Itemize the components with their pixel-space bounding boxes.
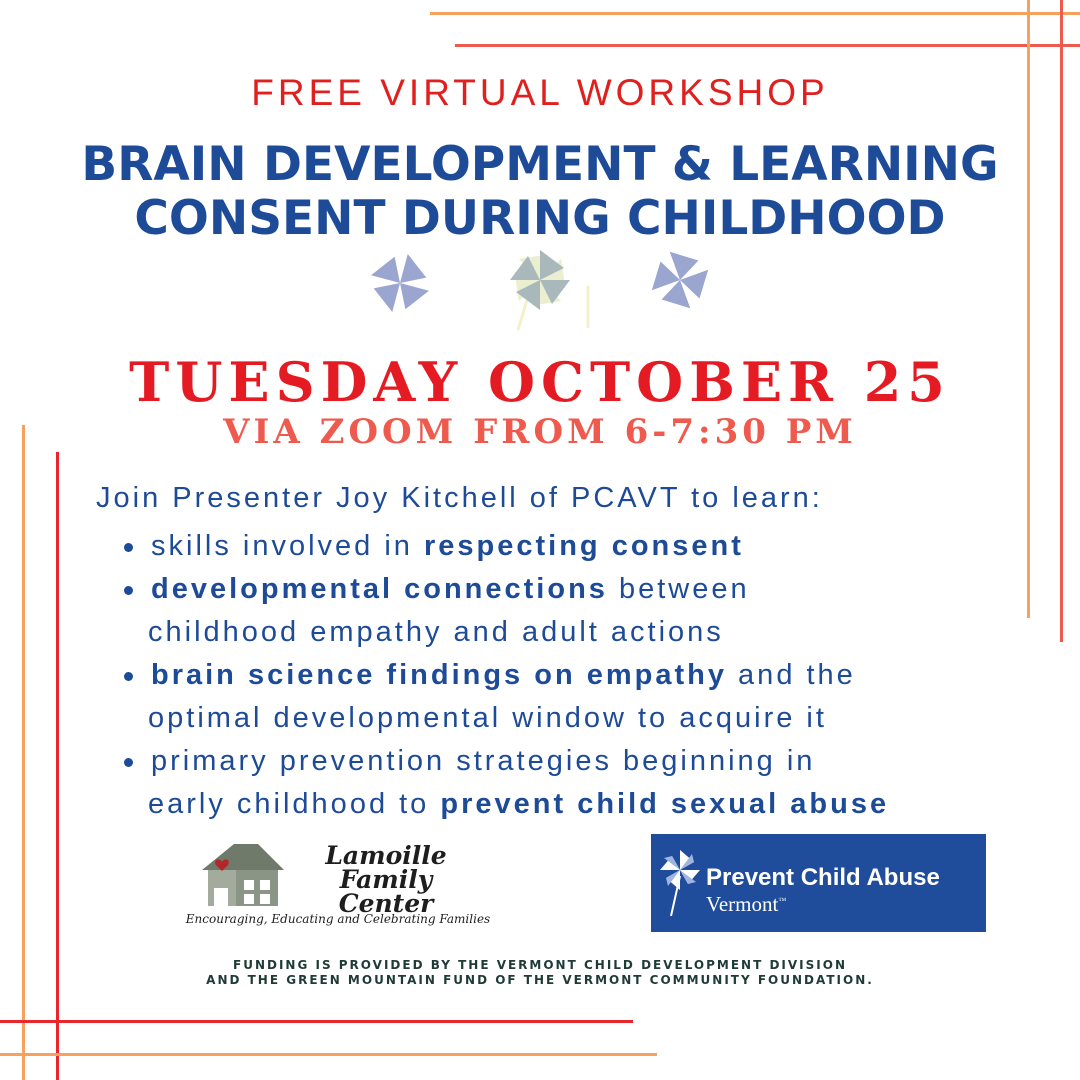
pinwheels-illustration	[350, 228, 730, 338]
frame-line-top-orange	[430, 12, 1080, 15]
list-item-text: and the	[727, 659, 856, 691]
list-item	[118, 740, 889, 826]
list-item	[118, 525, 889, 568]
pinwheel-icon	[642, 242, 719, 319]
lamoille-name	[286, 841, 486, 918]
list-item-bold: developmental connections	[151, 573, 608, 605]
bullet-dot	[124, 758, 133, 767]
list-item-continuation: optimal developmental window to acquire it	[148, 702, 827, 734]
title-line-2: CONSENT DURING CHILDHOOD	[134, 191, 946, 246]
pinwheel-icon	[363, 246, 436, 319]
pca-title: Prevent Child Abuse	[706, 864, 940, 891]
pinwheel-icon	[502, 242, 588, 330]
workshop-date: TUESDAY OCTOBER 25	[129, 350, 951, 414]
list-item-bold: brain science findings on empathy	[151, 659, 727, 691]
list-item-bold: prevent child sexual abuse	[440, 788, 890, 820]
frame-line-top-coral	[455, 44, 1080, 47]
lamoille-tagline: Encouraging, Educating and Celebrating Families	[185, 912, 491, 926]
prevent-child-abuse-vermont-logo	[651, 834, 986, 932]
lamoille-name-line-1: Lamoille Family	[325, 841, 447, 894]
list-item-continuation	[148, 783, 889, 826]
list-item-continuation-text: early childhood to	[148, 788, 441, 820]
bullet-dot	[124, 672, 133, 681]
list-item	[118, 654, 889, 740]
funding-line-2: AND THE GREEN MOUNTAIN FUND OF THE VERMONT COMMUNITY FOUNDATION.	[206, 973, 874, 987]
funding-line-1: FUNDING IS PROVIDED BY THE VERMONT CHILD DEVELOPMENT DIVISION	[233, 958, 847, 972]
trademark-symbol: ™	[778, 896, 787, 905]
bullet-dot	[124, 543, 133, 552]
list-item-bold: respecting consent	[423, 530, 744, 562]
frame-line-bottom-red	[0, 1020, 633, 1023]
lamoille-family-center-logo	[185, 838, 498, 938]
pinwheel-icon	[657, 846, 703, 916]
list-item-continuation: childhood empathy and adult actions	[148, 616, 724, 648]
workshop-zoom-time: VIA ZOOM FROM 6-7:30 PM	[223, 412, 857, 452]
frame-line-bottom-orange	[0, 1053, 657, 1056]
funding-note	[0, 958, 1080, 988]
title-line-1: BRAIN DEVELOPMENT & LEARNING	[81, 137, 999, 192]
bullet-dot	[124, 586, 133, 595]
workshop-kicker: FREE VIRTUAL WORKSHOP	[251, 72, 829, 113]
list-item	[118, 568, 889, 654]
pca-subtitle-text: Vermont	[706, 892, 779, 916]
list-item-text: between	[607, 573, 750, 605]
pca-subtitle	[706, 892, 786, 917]
list-item-text: skills involved in	[151, 530, 424, 562]
intro-text: Join Presenter Joy Kitchell of PCAVT to learn:	[96, 482, 823, 514]
learning-points-list	[118, 525, 889, 826]
lamoille-name-line-2: Center	[338, 889, 434, 918]
list-item-text: primary prevention strategies beginning in	[151, 745, 816, 777]
house-icon	[198, 840, 288, 910]
